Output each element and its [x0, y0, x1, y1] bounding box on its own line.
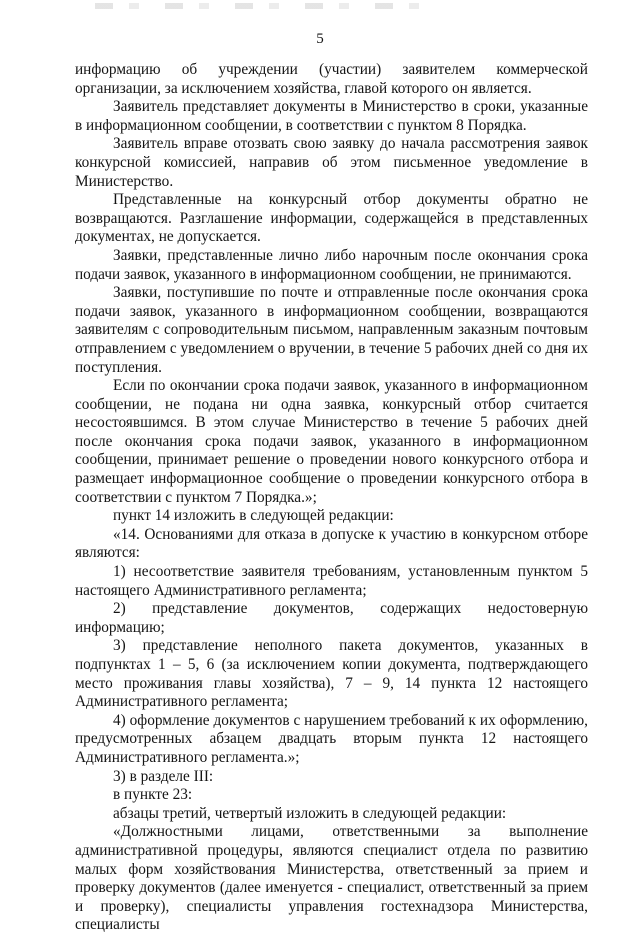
- paragraph-late-in-person: Заявки, представленные лично либо нарочным после окончания срока подачи заявок, указанного в информационном сообщении, не принимаются.: [75, 246, 588, 283]
- paragraph-submission-deadline: Заявитель представляет документы в Министерство в сроки, указанные в информационном сообщении, в соответствии с пунктом 8 Порядка.: [75, 98, 588, 134]
- list-item-3: 3) представление неполного пакета документов, указанных в подпунктах 1 – 5, 6 (за исключением копии документа, подтверждающего место проживания главы хозяйства), 7 – 9, 14 пункта 12 настоящего Административного регламента;: [75, 637, 588, 711]
- paragraph-item-14: «14. Основаниями для отказа в допуске к участию в конкурсном отборе являются:: [75, 525, 588, 562]
- paragraph-abzacy: абзацы третий, четвертый изложить в следующей редакции:: [113, 804, 507, 822]
- page-number: 5: [316, 31, 324, 47]
- list-item-1: 1) несоответствие заявителя требованиям, установленным пунктом 5 настоящего Административного регламента;: [75, 563, 588, 599]
- paragraph-withdrawal: Заявитель вправе отозвать свою заявку до начала рассмотрения заявок конкурсной комиссией, направив об этом письменное уведомление в Министерство.: [75, 135, 588, 190]
- document-body: [75, 61, 588, 935]
- paragraph-item-14-intro: пункт 14 изложить в следующей редакции:: [113, 507, 394, 525]
- paragraph-officials: «Должностными лицами, ответственными за выполнение административной процедуры, являются специалист отдела по развитию малых форм хозяйствования Министерства, ответственный за прием и проверку документов (далее именуется - специалист, ответственный за прием и проверку), специалисты управления гостехнадзора Министерства, специалисты: [75, 823, 588, 934]
- paragraph-no-applications: Если по окончании срока подачи заявок, указанного в информационном сообщении, не подана ни одна заявка, конкурсный отбор считается несостоявшимся. В этом случае Министерство в течение 5 рабочих дней после окончания срока подачи заявок, указанного в информационном сообщении, принимает решение о проведении нового конкурсного отбора и размещает информационное сообщение о проведении конкурсного отбора в соответствии с пунктом 7 Порядка.»;: [75, 377, 588, 506]
- list-item-2: 2) представление документов, содержащих недостоверную информацию;: [75, 600, 588, 636]
- paragraph-section-3: 3) в разделе III:: [113, 767, 214, 785]
- paragraph-documents-not-returned: Представленные на конкурсный отбор документы обратно не возвращаются. Разглашение информации, содержащейся в представленных документах, не допускается.: [75, 191, 588, 246]
- paragraph-item-23: в пункте 23:: [113, 786, 193, 804]
- scan-artifact: [95, 3, 445, 9]
- paragraph-late-by-mail: Заявки, поступившие по почте и отправленные после окончания срока подачи заявок, указанного в информационном сообщении, возвращаются заявителям с сопроводительным письмом, направленным заказным почтовым отправлением с уведомлением о вручении, в течение 5 рабочих дней со дня их поступления.: [75, 284, 588, 376]
- paragraph-continuation: информацию об учреждении (участии) заявителем коммерческой организации, за исключением хозяйства, главой которого он является.: [75, 61, 588, 97]
- list-item-4: 4) оформление документов с нарушением требований к их оформлению, предусмотренных абзацем двадцать вторым пункта 12 настоящего Административного регламента.»;: [75, 711, 588, 766]
